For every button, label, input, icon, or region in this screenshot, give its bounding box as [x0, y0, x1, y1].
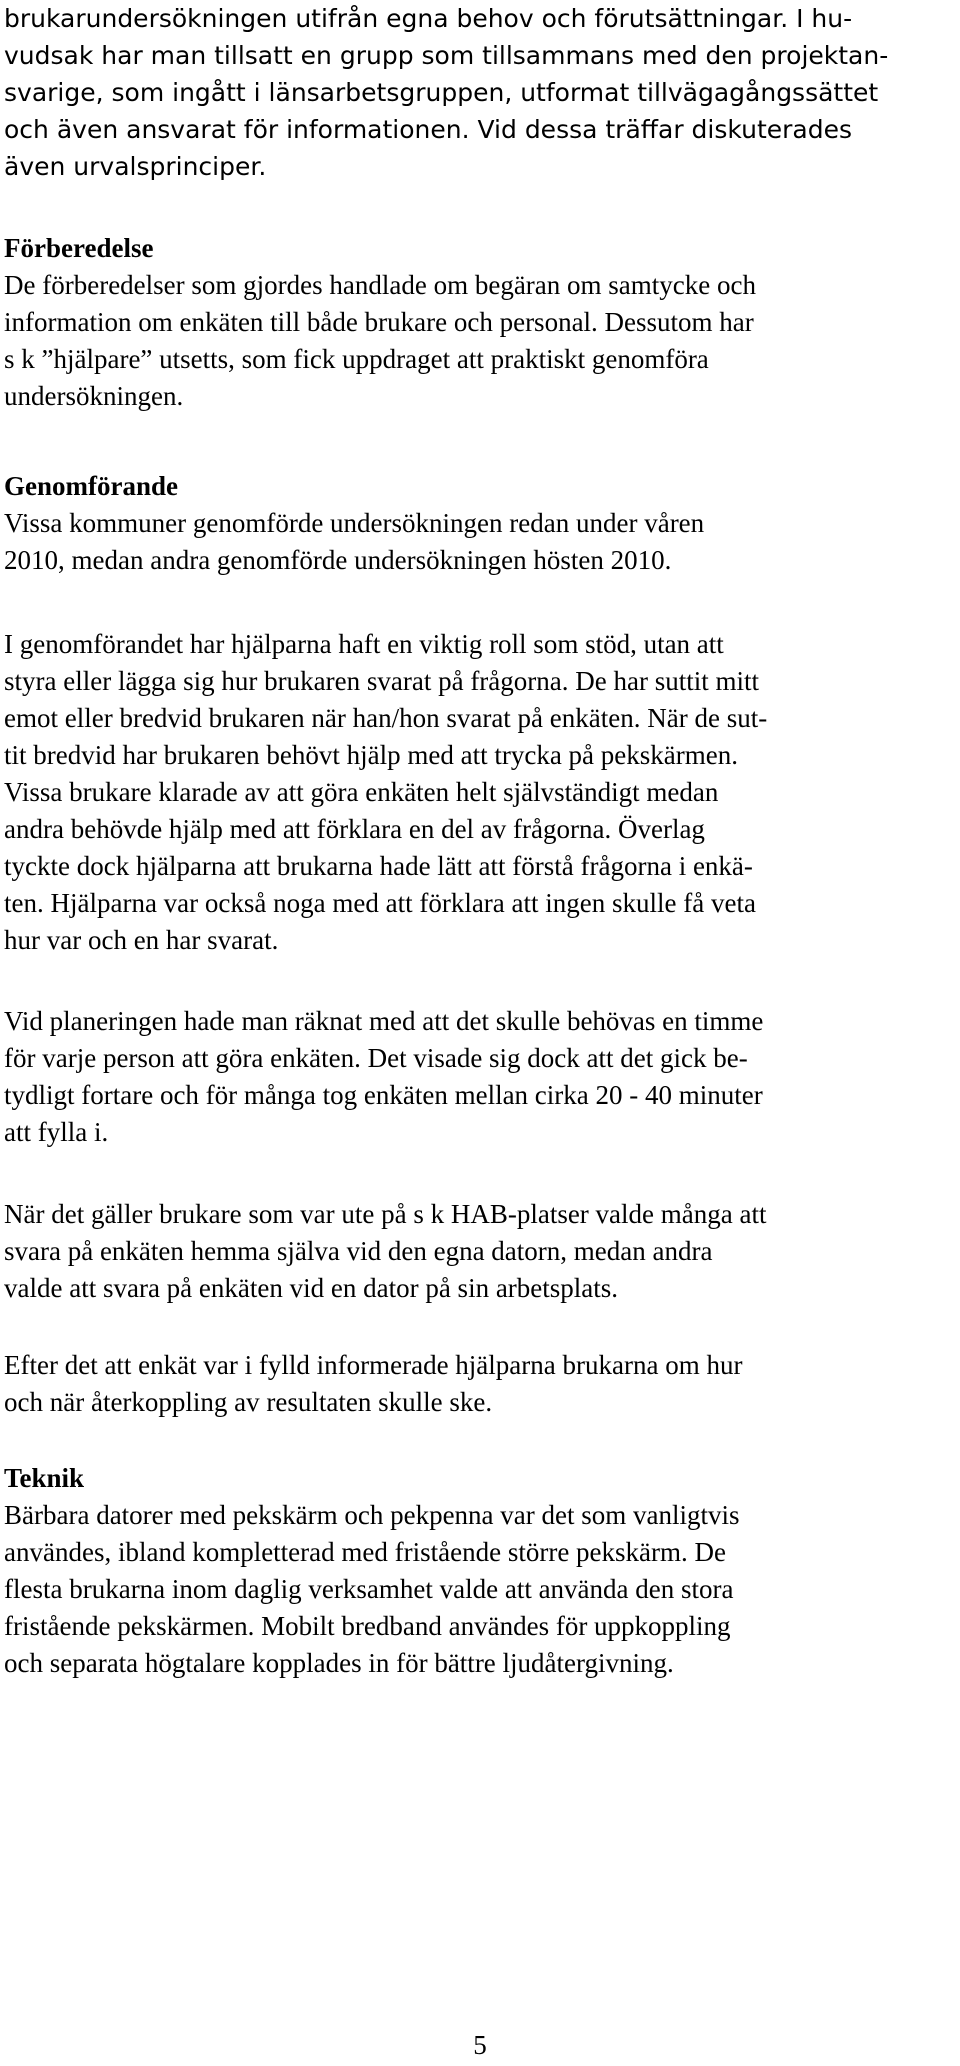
section-teknik — [4, 1460, 934, 1682]
paragraph-line: emot eller bredvid brukaren när han/hon svarat på enkäten. När de sut- — [4, 703, 768, 733]
paragraph-line: När det gäller brukare som var ute på s k HAB-platser valde många att — [4, 1199, 767, 1229]
paragraph-hjalparna — [4, 626, 934, 959]
intro-line: och även ansvarat för informationen. Vid dessa träffar diskuterades — [4, 115, 852, 144]
intro-paragraph — [4, 0, 934, 185]
paragraph-hab — [4, 1196, 934, 1307]
section-line: fristående pekskärmen. Mobilt bredband användes för uppkoppling — [4, 1611, 731, 1641]
paragraph-line: Vid planeringen hade man räknat med att det skulle behövas en timme — [4, 1006, 764, 1036]
intro-line: vudsak har man tillsatt en grupp som tillsammans med den projektan- — [4, 41, 889, 70]
paragraph-line: Efter det att enkät var i fylld informerade hjälparna brukarna om hur — [4, 1350, 743, 1380]
paragraph-line: tyckte dock hjälparna att brukarna hade lätt att förstå frågorna i enkä- — [4, 851, 753, 881]
paragraph-efter — [4, 1347, 934, 1421]
page-number: 5 — [473, 2030, 487, 2060]
section-line: användes, ibland kompletterad med fristående större pekskärm. De — [4, 1537, 726, 1567]
paragraph-line: andra behövde hjälp med att förklara en del av frågorna. Överlag — [4, 814, 705, 844]
paragraph-line: ten. Hjälparna var också noga med att förklara att ingen skulle få veta — [4, 888, 756, 918]
section-forberedelse — [4, 230, 934, 415]
section-line: undersökningen. — [4, 381, 184, 411]
section-line: information om enkäten till både brukare och personal. Dessutom har — [4, 307, 754, 337]
section-line: s k ”hjälpare” utsetts, som fick uppdraget att praktiskt genomföra — [4, 344, 709, 374]
section-heading: Genomförande — [4, 471, 178, 501]
paragraph-line: för varje person att göra enkäten. Det visade sig dock att det gick be- — [4, 1043, 748, 1073]
section-heading: Teknik — [4, 1463, 85, 1493]
section-line: De förberedelser som gjordes handlade om begäran om samtycke och — [4, 270, 756, 300]
intro-line: svarige, som ingått i länsarbetsgruppen, utformat tillvägagångssättet — [4, 78, 879, 107]
paragraph-line: att fylla i. — [4, 1117, 109, 1147]
section-line: Bärbara datorer med pekskärm och pekpenna var det som vanligtvis — [4, 1500, 740, 1530]
intro-line: brukarundersökningen utifrån egna behov och förutsättningar. I hu- — [4, 4, 853, 33]
section-line: och separata högtalare kopplades in för bättre ljudåtergivning. — [4, 1648, 674, 1678]
paragraph-line: svara på enkäten hemma själva vid den egna datorn, medan andra — [4, 1236, 713, 1266]
section-line: 2010, medan andra genomförde undersökningen hösten 2010. — [4, 545, 672, 575]
paragraph-planering — [4, 1003, 934, 1151]
paragraph-line: och när återkoppling av resultaten skulle ske. — [4, 1387, 493, 1417]
paragraph-line: tydligt fortare och för många tog enkäten mellan cirka 20 - 40 minuter — [4, 1080, 763, 1110]
paragraph-line: styra eller lägga sig hur brukaren svarat på frågorna. De har suttit mitt — [4, 666, 759, 696]
paragraph-line: Vissa brukare klarade av att göra enkäten helt självständigt medan — [4, 777, 719, 807]
section-heading: Förberedelse — [4, 233, 154, 263]
section-line: flesta brukarna inom daglig verksamhet valde att använda den stora — [4, 1574, 734, 1604]
paragraph-line: tit bredvid har brukaren behövt hjälp med att trycka på pekskärmen. — [4, 740, 738, 770]
paragraph-line: valde att svara på enkäten vid en dator på sin arbetsplats. — [4, 1273, 619, 1303]
intro-line: även urvalsprinciper. — [4, 152, 267, 181]
paragraph-line: I genomförandet har hjälparna haft en viktig roll som stöd, utan att — [4, 629, 724, 659]
paragraph-line: hur var och en har svarat. — [4, 925, 279, 955]
section-genomforande — [4, 468, 934, 579]
section-line: Vissa kommuner genomförde undersökningen redan under våren — [4, 508, 705, 538]
